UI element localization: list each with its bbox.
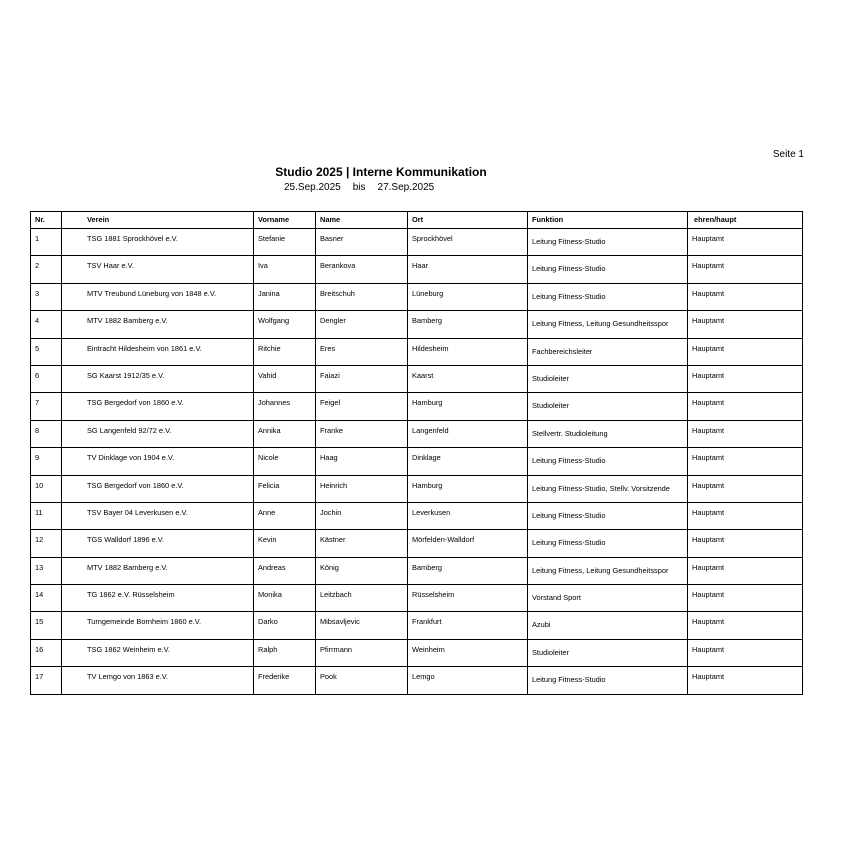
cell-funktion: Leitung Fitness, Leitung Gesundheitsspor [528,311,688,338]
cell-verein: TSV Bayer 04 Leverkusen e.V. [62,502,254,529]
cell-funktion: Studioleiter [528,365,688,392]
table-row [31,612,803,639]
cell-nr: 2 [31,256,62,283]
cell-verein: TSG Bergedorf von 1860 e.V. [62,393,254,420]
cell-funktion: Leitung Fitness-Studio [528,283,688,310]
cell-funktion: Leitung Fitness-Studio [528,530,688,557]
cell-funktion: Studioleiter [528,393,688,420]
table-row [31,530,803,557]
cell-vorname: Iva [254,256,316,283]
document-title: Studio 2025 | Interne Kommunikation [275,165,487,179]
column-header-ort: Ort [408,212,528,229]
cell-vorname: Anne [254,502,316,529]
table-row [31,256,803,283]
cell-nr: 14 [31,585,62,612]
date-separator: bis [352,182,366,193]
cell-verein: TV Dinklage von 1904 e.V. [62,448,254,475]
cell-name: König [316,557,408,584]
cell-funktion: Azubi [528,612,688,639]
cell-vorname: Ralph [254,639,316,666]
cell-name: Breitschuh [316,283,408,310]
cell-ort: Hamburg [408,393,528,420]
cell-name: Feigel [316,393,408,420]
cell-ehren-haupt: Hauptamt [688,612,803,639]
cell-funktion: Fachbereichsleiter [528,338,688,365]
cell-name: Dengler [316,311,408,338]
cell-funktion: Leitung Fitness-Studio [528,667,688,694]
table-row [31,502,803,529]
cell-name: Franke [316,420,408,447]
cell-nr: 3 [31,283,62,310]
cell-ort: Weinheim [408,639,528,666]
column-header-nr: Nr. [31,212,62,229]
table-row [31,365,803,392]
cell-nr: 1 [31,229,62,256]
cell-verein: SG Kaarst 1912/35 e.V. [62,365,254,392]
table-header-row [31,212,803,229]
cell-vorname: Nicole [254,448,316,475]
cell-ort: Leverkusen [408,502,528,529]
cell-ort: Bamberg [408,557,528,584]
cell-vorname: Andreas [254,557,316,584]
cell-name: Haag [316,448,408,475]
table-row [31,283,803,310]
cell-ehren-haupt: Hauptamt [688,338,803,365]
cell-ehren-haupt: Hauptamt [688,311,803,338]
cell-ort: Rüsselsheim [408,585,528,612]
cell-funktion: Leitung Fitness, Leitung Gesundheitsspor [528,557,688,584]
cell-funktion: Leitung Fitness-Studio [528,448,688,475]
cell-vorname: Janina [254,283,316,310]
cell-nr: 13 [31,557,62,584]
table-row [31,420,803,447]
cell-ort: Dinklage [408,448,528,475]
table-row [31,229,803,256]
cell-vorname: Felicia [254,475,316,502]
cell-verein: MTV Treubund Lüneburg von 1848 e.V. [62,283,254,310]
cell-nr: 6 [31,365,62,392]
cell-vorname: Darko [254,612,316,639]
cell-name: Heinrich [316,475,408,502]
cell-verein: TSG 1862 Weinheim e.V. [62,639,254,666]
table-row [31,639,803,666]
cell-funktion: Stellvertr. Studioleitung [528,420,688,447]
cell-verein: TGS Walldorf 1896 e.V. [62,530,254,557]
cell-ehren-haupt: Hauptamt [688,667,803,694]
cell-nr: 16 [31,639,62,666]
cell-vorname: Kevin [254,530,316,557]
cell-verein: TSV Haar e.V. [62,256,254,283]
column-header-ehren-haupt: ehren/haupt [688,212,803,229]
cell-nr: 5 [31,338,62,365]
cell-verein: MTV 1882 Bamberg e.V. [62,311,254,338]
cell-name: Faiazi [316,365,408,392]
cell-ort: Haar [408,256,528,283]
table-row [31,338,803,365]
cell-ort: Kaarst [408,365,528,392]
cell-nr: 15 [31,612,62,639]
cell-nr: 10 [31,475,62,502]
cell-nr: 4 [31,311,62,338]
cell-ort: Hildesheim [408,338,528,365]
cell-ehren-haupt: Hauptamt [688,585,803,612]
cell-nr: 11 [31,502,62,529]
cell-vorname: Wolfgang [254,311,316,338]
cell-ehren-haupt: Hauptamt [688,283,803,310]
cell-funktion: Leitung Fitness-Studio [528,502,688,529]
page-number: Seite 1 [772,149,804,160]
cell-nr: 7 [31,393,62,420]
date-from: 25.Sep.2025 [284,182,341,193]
date-range [284,182,434,193]
cell-name: Pook [316,667,408,694]
cell-vorname: Ritchie [254,338,316,365]
cell-ehren-haupt: Hauptamt [688,420,803,447]
cell-name: Kästner [316,530,408,557]
cell-name: Basner [316,229,408,256]
cell-funktion: Vorstand Sport [528,585,688,612]
table-row [31,393,803,420]
cell-verein: Eintracht Hildesheim von 1861 e.V. [62,338,254,365]
cell-nr: 8 [31,420,62,447]
cell-vorname: Vahid [254,365,316,392]
participant-table [30,211,803,695]
cell-ehren-haupt: Hauptamt [688,229,803,256]
cell-vorname: Annika [254,420,316,447]
cell-ort: Langenfeld [408,420,528,447]
cell-ort: Sprockhövel [408,229,528,256]
table-row [31,311,803,338]
table-row [31,667,803,694]
cell-ort: Frankfurt [408,612,528,639]
column-header-name: Name [316,212,408,229]
table-row [31,448,803,475]
column-header-funktion: Funktion [528,212,688,229]
column-header-vorname: Vorname [254,212,316,229]
cell-ort: Hamburg [408,475,528,502]
table-row [31,475,803,502]
cell-ehren-haupt: Hauptamt [688,557,803,584]
date-to: 27.Sep.2025 [377,182,435,193]
table-row [31,557,803,584]
cell-nr: 9 [31,448,62,475]
cell-vorname: Monika [254,585,316,612]
cell-verein: TV Lemgo von 1863 e.V. [62,667,254,694]
cell-ehren-haupt: Hauptamt [688,475,803,502]
column-header-verein: Verein [62,212,254,229]
cell-verein: TSG 1881 Sprockhövel e.V. [62,229,254,256]
cell-name: Eres [316,338,408,365]
cell-verein: Turngemeinde Bornheim 1860 e.V. [62,612,254,639]
cell-ehren-haupt: Hauptamt [688,448,803,475]
cell-vorname: Frederike [254,667,316,694]
cell-funktion: Leitung Fitness-Studio, Stellv. Vorsitzende [528,475,688,502]
cell-name: Leitzbach [316,585,408,612]
cell-ehren-haupt: Hauptamt [688,639,803,666]
table-row [31,585,803,612]
cell-ort: Lüneburg [408,283,528,310]
cell-name: Berankova [316,256,408,283]
cell-ehren-haupt: Hauptamt [688,365,803,392]
cell-nr: 12 [31,530,62,557]
cell-name: Jochin [316,502,408,529]
cell-ehren-haupt: Hauptamt [688,393,803,420]
cell-ort: Lemgo [408,667,528,694]
cell-ehren-haupt: Hauptamt [688,530,803,557]
cell-funktion: Leitung Fitness-Studio [528,256,688,283]
cell-ort: Bamberg [408,311,528,338]
cell-verein: TG 1862 e.V. Rüsselsheim [62,585,254,612]
cell-vorname: Johannes [254,393,316,420]
cell-funktion: Studioleiter [528,639,688,666]
cell-verein: TSG Bergedorf von 1860 e.V. [62,475,254,502]
table-body [31,229,803,695]
cell-ehren-haupt: Hauptamt [688,502,803,529]
cell-vorname: Stefanie [254,229,316,256]
cell-verein: MTV 1882 Bamberg e.V. [62,557,254,584]
cell-nr: 17 [31,667,62,694]
cell-ehren-haupt: Hauptamt [688,256,803,283]
cell-funktion: Leitung Fitness-Studio [528,229,688,256]
cell-ort: Mörfelden-Walldorf [408,530,528,557]
cell-name: Mibsavljevic [316,612,408,639]
cell-name: Pfirrmann [316,639,408,666]
cell-verein: SG Langenfeld 92/72 e.V. [62,420,254,447]
